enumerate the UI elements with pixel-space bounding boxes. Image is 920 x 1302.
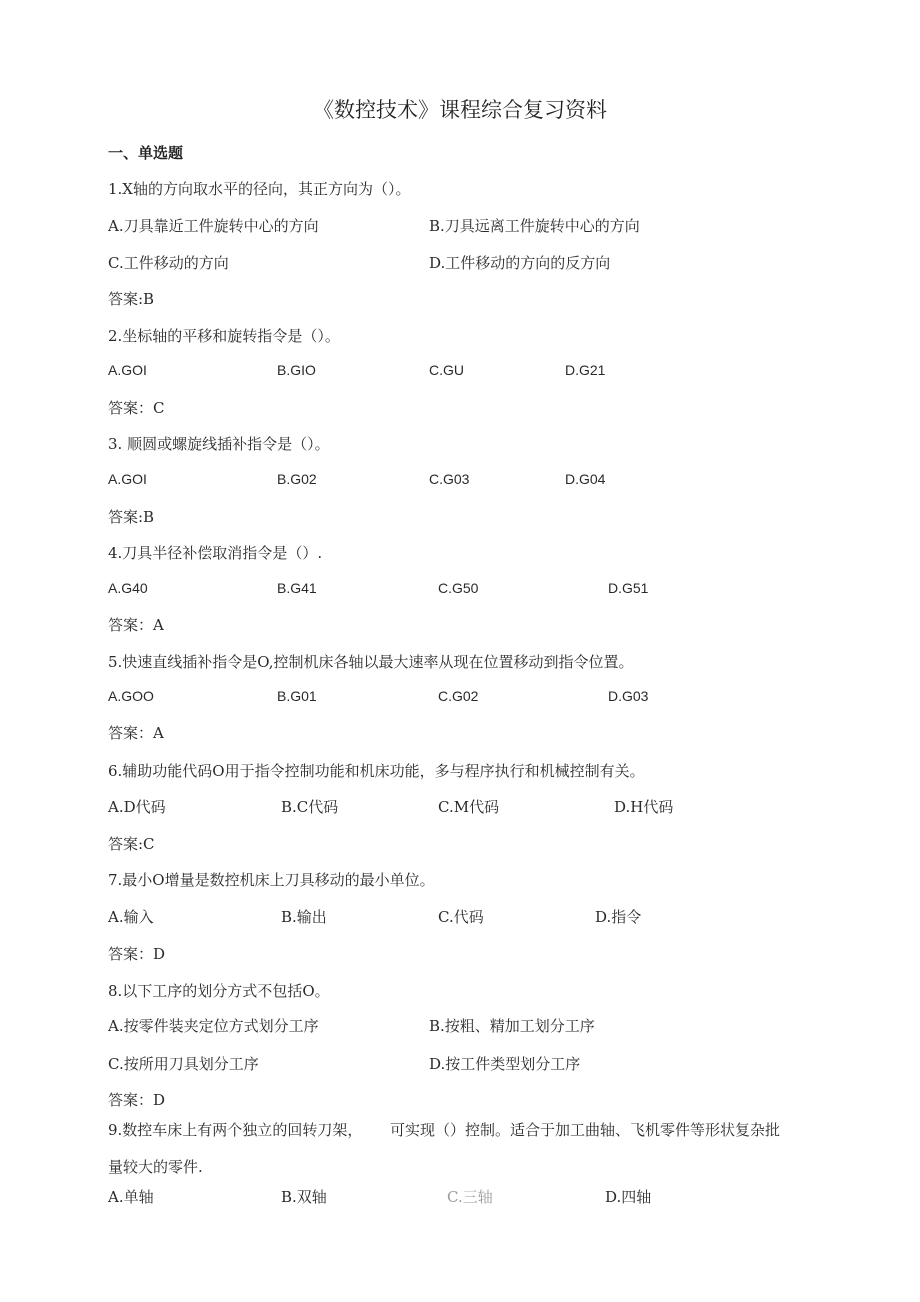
question-9-stem-part1: 9.数控车床上有两个独立的回转刀架， (108, 1121, 363, 1139)
question-1-option-d: D.工件移动的方向的反方向 (429, 254, 611, 272)
question-8-option-d: D.按工件类型划分工序 (429, 1055, 581, 1073)
question-1-option-a: A.刀具靠近工件旋转中心的方向 (108, 217, 319, 235)
question-7-stem: 7.最小O增量是数控机床上刀具移动的最小单位。 (108, 871, 435, 889)
question-9-option-c: C.三轴 (447, 1188, 493, 1206)
question-9-option-b: B.双轴 (281, 1188, 327, 1206)
question-5-answer: 答案：A (108, 724, 164, 742)
question-9-option-d: D.四轴 (605, 1188, 652, 1206)
question-1-answer: 答案:B (108, 290, 155, 308)
question-5-option-c: C.G02 (438, 688, 479, 704)
question-2-stem: 2.坐标轴的平移和旋转指令是（）。 (108, 327, 340, 345)
question-1-option-c: C.工件移动的方向 (108, 254, 229, 272)
question-1-option-b: B.刀具远离工件旋转中心的方向 (429, 217, 640, 235)
question-1-stem: 1.X轴的方向取水平的径向，其正方向为（）。 (108, 180, 411, 198)
question-5-option-d: D.G03 (608, 688, 649, 704)
question-7-option-a: A.输入 (108, 908, 154, 926)
page-title: 《数控技术》课程综合复习资料 (313, 98, 607, 122)
question-9-stem-part2: 可实现（）控制。适合于加工曲轴、飞机零件等形状复杂批 (390, 1121, 781, 1139)
question-6-option-d: D.H代码 (614, 798, 674, 816)
question-4-option-a: A.G40 (108, 580, 148, 596)
question-3-option-b: B.G02 (277, 471, 317, 487)
question-2-option-d: D.G21 (565, 362, 606, 378)
question-2-answer: 答案：C (108, 399, 165, 417)
question-3-option-a: A.GOI (108, 471, 147, 487)
question-6-answer: 答案:C (108, 835, 155, 853)
question-5-stem: 5.快速直线插补指令是O,控制机床各轴以最大速率从现在位置移动到指令位置。 (108, 653, 634, 671)
question-8-option-c: C.按所用刀具划分工序 (108, 1055, 259, 1073)
question-4-stem: 4.刀具半径补偿取消指令是（）. (108, 544, 323, 562)
question-3-stem: 3. 顺圆或螺旋线插补指令是（）。 (108, 435, 330, 453)
question-8-option-b: B.按粗、精加工划分工序 (429, 1017, 595, 1035)
question-5-option-b: B.G01 (277, 688, 317, 704)
question-2-option-c: C.GU (429, 362, 464, 378)
question-4-option-b: B.G41 (277, 580, 317, 596)
question-4-answer: 答案：A (108, 616, 164, 634)
question-7-option-d: D.指令 (595, 908, 642, 926)
question-2-option-a: A.GOI (108, 362, 147, 378)
question-7-option-c: C.代码 (438, 908, 484, 926)
question-8-option-a: A.按零件装夹定位方式划分工序 (108, 1017, 319, 1035)
question-4-option-d: D.G51 (608, 580, 649, 596)
question-9-option-a: A.单轴 (108, 1188, 154, 1206)
question-6-option-a: A.D代码 (108, 798, 166, 816)
section-heading: 一、单选题 (108, 144, 184, 162)
question-6-option-b: B.C代码 (281, 798, 339, 816)
question-4-option-c: C.G50 (438, 580, 479, 596)
question-3-option-d: D.G04 (565, 471, 606, 487)
question-8-answer: 答案：D (108, 1091, 166, 1109)
question-7-answer: 答案：D (108, 945, 166, 963)
question-3-answer: 答案:B (108, 508, 155, 526)
question-3-option-c: C.G03 (429, 471, 470, 487)
question-6-stem: 6.辅助功能代码O用于指令控制功能和机床功能，多与程序执行和机械控制有关。 (108, 762, 645, 780)
question-8-stem: 8.以下工序的划分方式不包括O。 (108, 982, 330, 1000)
question-5-option-a: A.GOO (108, 688, 154, 704)
question-6-option-c: C.M代码 (438, 798, 500, 816)
question-2-option-b: B.GIO (277, 362, 316, 378)
question-9-stem-line2: 量较大的零件. (108, 1158, 203, 1176)
question-7-option-b: B.输出 (281, 908, 327, 926)
